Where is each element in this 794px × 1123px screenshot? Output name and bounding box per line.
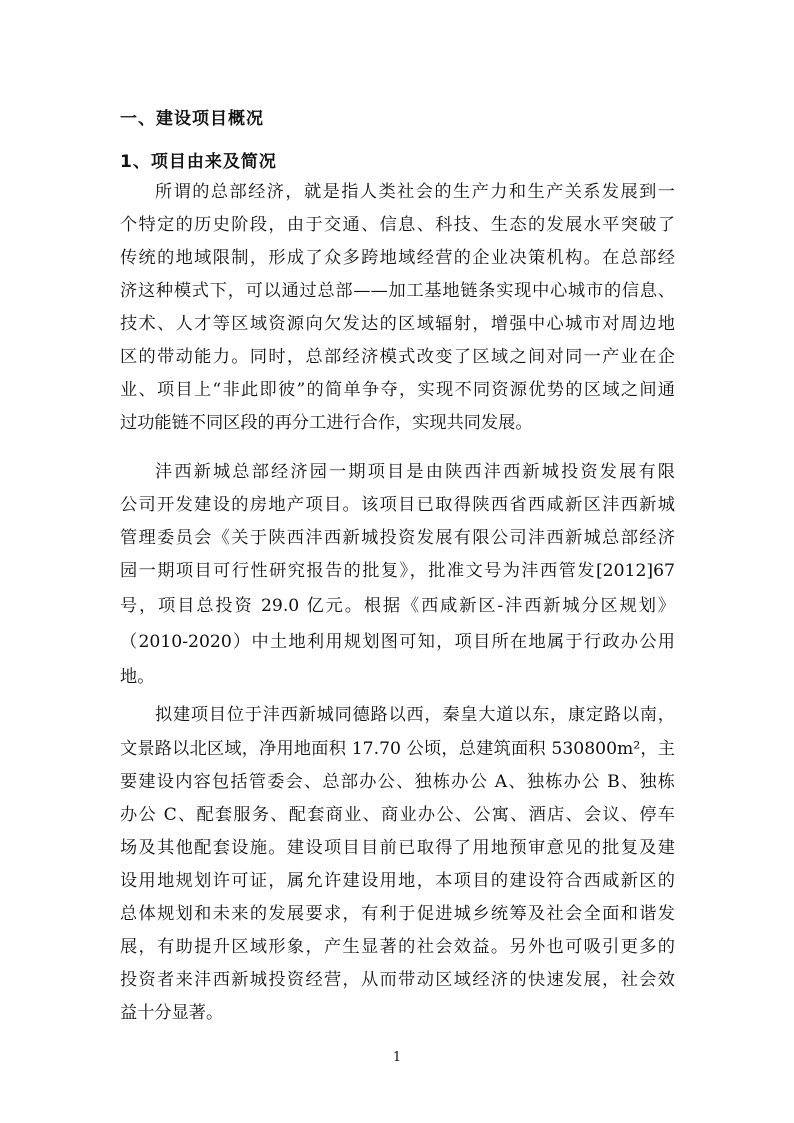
text-line: 益十分显著。: [120, 1003, 224, 1023]
text-line: 总体规划和未来的发展要求，有利于促进城乡统筹及社会全面和谐发: [120, 904, 675, 924]
text-line: 区的带动能力。同时，总部经济模式改变了区域之间对同一产业在企: [120, 347, 675, 367]
text-line: 展，有助提升区域形象，产生显著的社会效益。另外也可吸引更多的: [120, 937, 675, 957]
subsection-heading: 1、项目由来及简况: [120, 152, 277, 172]
text-line: 园一期项目可行性研究报告的批复》，批准文号为沣西管发[2012]67: [120, 561, 675, 581]
text-line: 投资者来沣西新城投资经营，从而带动区域经济的快速发展，社会效: [120, 970, 675, 990]
text-line: 办公 C、配套服务、配套商业、商业办公、公寓、酒店、会议、停车: [120, 805, 675, 825]
text-line: 所谓的总部经济，就是指人类社会的生产力和生产关系发展到一: [155, 182, 675, 202]
text-line: 文景路以北区域，净用地面积 17.70 公顷，总建筑面积 530800m²，主: [120, 739, 675, 759]
text-line: 地。: [120, 667, 155, 687]
text-line: 号，项目总投资 29.0 亿元。根据《西咸新区-沣西新城分区规划》: [120, 596, 675, 616]
text-line: 传统的地域限制，形成了众多跨地域经营的企业决策机构。在总部经: [120, 248, 675, 268]
text-line: （2010-2020）中土地利用规划图可知，项目所在地属于行政办公用: [120, 632, 675, 652]
section-heading: 一、建设项目概况: [120, 109, 264, 129]
text-line: 场及其他配套设施。建设项目目前已取得了用地预审意见的批复及建: [120, 838, 675, 858]
text-line: 沣西新城总部经济园一期项目是由陕西沣西新城投资发展有限: [155, 462, 675, 482]
text-line: 个特定的历史阶段，由于交通、信息、科技、生态的发展水平突破了: [120, 215, 675, 235]
text-line: 公司开发建设的房地产项目。该项目已取得陕西省西咸新区沣西新城: [120, 495, 675, 515]
text-line: 要建设内容包括管委会、总部办公、独栋办公 A、独栋办公 B、独栋: [120, 772, 675, 792]
text-line: 过功能链不同区段的再分工进行合作，实现共同发展。: [120, 413, 533, 433]
text-line: 业、项目上“非此即彼”的简单争夺，实现不同资源优势的区域之间通: [120, 380, 675, 400]
text-line: 设用地规划许可证，属允许建设用地，本项目的建设符合西咸新区的: [120, 871, 675, 891]
page-number: 1: [392, 1050, 402, 1065]
text-line: 技术、人才等区域资源向欠发达的区域辐射，增强中心城市对周边地: [120, 314, 675, 334]
text-line: 管理委员会《关于陕西沣西新城投资发展有限公司沣西新城总部经济: [120, 528, 675, 548]
text-line: 拟建项目位于沣西新城同德路以西，秦皇大道以东，康定路以南，: [155, 705, 675, 725]
text-line: 济这种模式下，可以通过总部——加工基地链条实现中心城市的信息、: [120, 281, 675, 301]
